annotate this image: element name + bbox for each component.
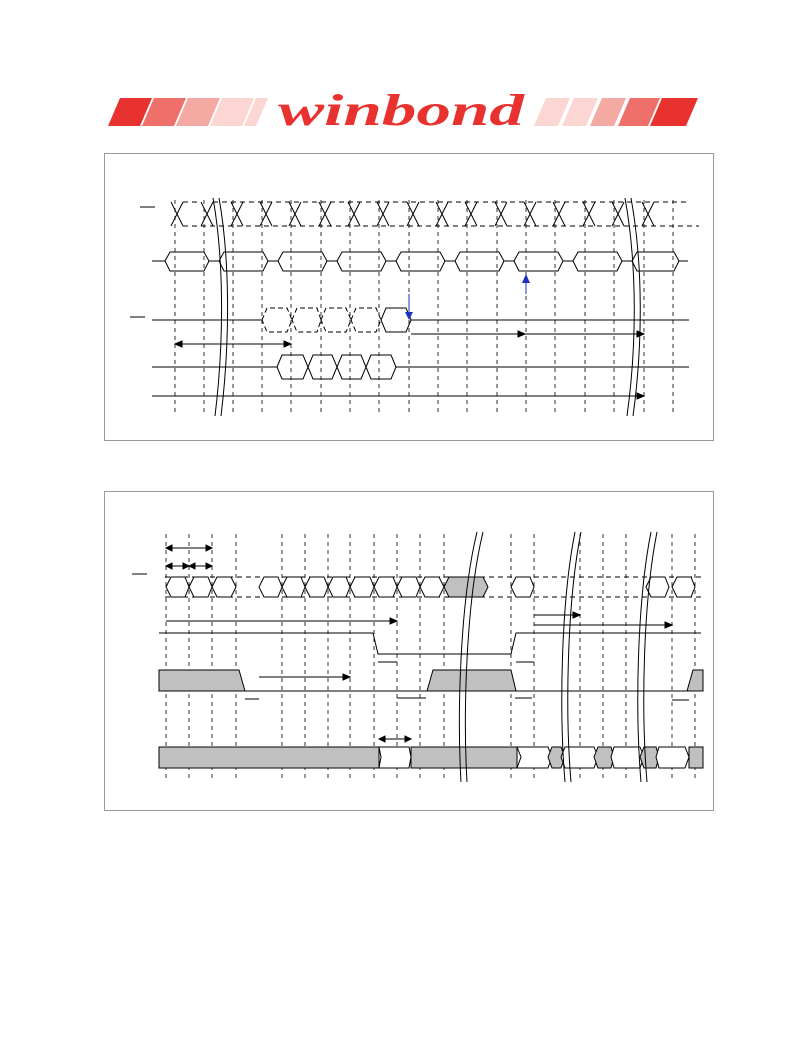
timing-diagram-2 (104, 491, 714, 811)
winbond-logo (100, 88, 700, 130)
strobe-signal (132, 574, 701, 597)
timing-diagram-2-canvas (105, 492, 713, 810)
output-bus (159, 736, 703, 768)
timing-grid (166, 534, 695, 782)
time-break-1 (459, 532, 483, 782)
time-break-left (213, 198, 228, 416)
interval-arrows-top (166, 545, 212, 569)
time-break-3 (638, 532, 657, 782)
timing-diagram-1 (104, 153, 714, 441)
timing-grid (175, 200, 673, 416)
time-break-2 (562, 532, 581, 782)
logo-wordmark: winbond (278, 88, 526, 130)
interval-arrows-mid (166, 612, 672, 628)
logo-stripes-left (108, 98, 268, 126)
time-break-right (625, 198, 640, 416)
control-line (159, 633, 701, 662)
data-bus (152, 355, 689, 379)
falling-edge-marker (405, 294, 413, 320)
enable-line (152, 393, 644, 399)
timing-diagram-1-canvas (105, 154, 713, 440)
strobe-signal (140, 202, 699, 226)
rising-edge-marker (522, 274, 530, 294)
data-line (159, 670, 703, 700)
clock-bus (152, 252, 688, 271)
logo-stripes-right (534, 98, 698, 126)
